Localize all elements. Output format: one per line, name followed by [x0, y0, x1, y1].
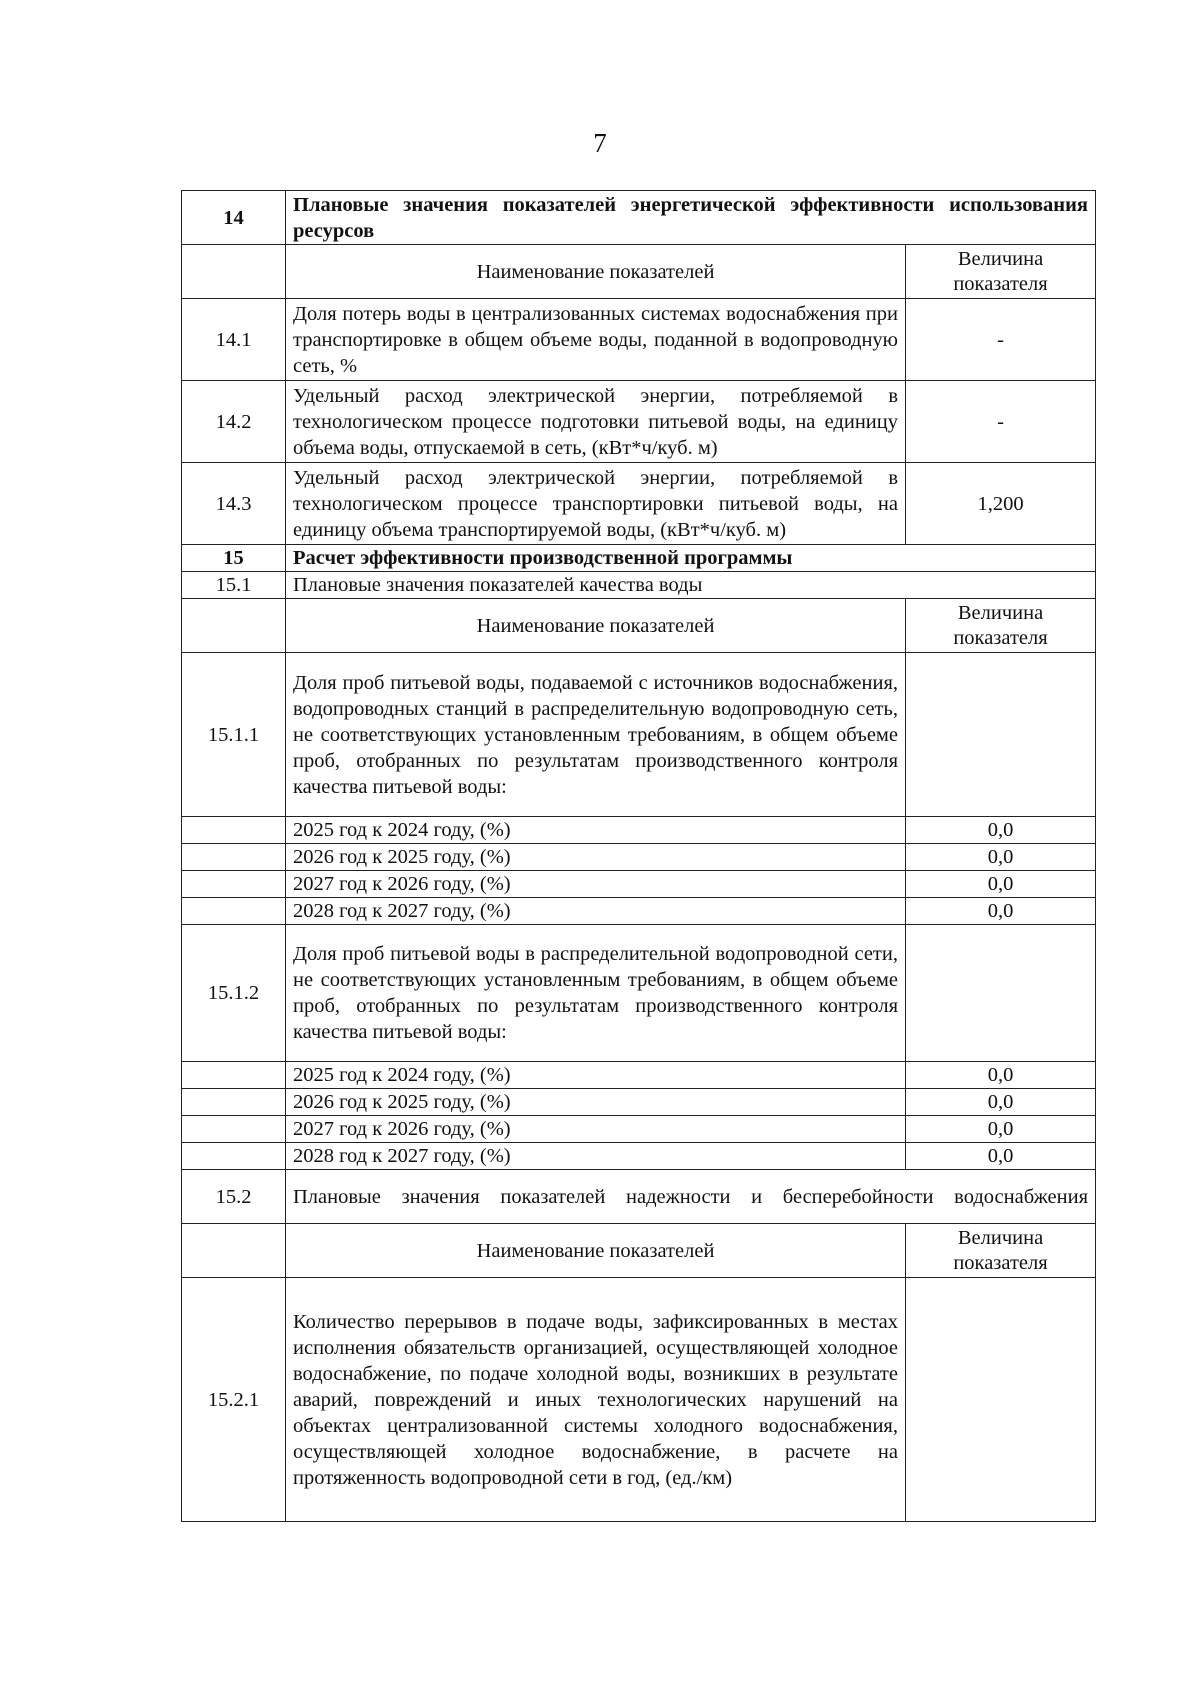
row-number: 14.1	[182, 299, 286, 381]
year-row	[182, 898, 1096, 925]
year-row	[182, 871, 1096, 898]
empty-cell	[182, 898, 286, 925]
row-description: Удельный расход электрической энергии, потребляемой в технологическом процессе подготовки питьевой воды, на единицу объема воды, отпускаемой в сеть, (кВт*ч/куб. м)	[286, 381, 906, 463]
year-label: 2026 год к 2025 году, (%)	[286, 1089, 906, 1116]
year-value: 0,0	[906, 844, 1096, 871]
year-label: 2027 год к 2026 году, (%)	[286, 871, 906, 898]
header-value: Величина показателя	[906, 599, 1096, 653]
section-title: Расчет эффективности производственной программы	[286, 545, 1096, 572]
indicators-table	[181, 190, 1096, 1522]
section-number: 15	[182, 545, 286, 572]
subsection-title: Плановые значения показателей качества воды	[286, 572, 1096, 599]
year-label: 2028 год к 2027 году, (%)	[286, 1143, 906, 1170]
year-row	[182, 844, 1096, 871]
year-row	[182, 817, 1096, 844]
subsection-number: 15.1	[182, 572, 286, 599]
empty-cell	[182, 817, 286, 844]
empty-cell	[182, 871, 286, 898]
empty-cell	[182, 599, 286, 653]
year-label: 2028 год к 2027 году, (%)	[286, 898, 906, 925]
year-row	[182, 1143, 1096, 1170]
year-value: 0,0	[906, 1062, 1096, 1089]
page-number: 7	[593, 128, 607, 158]
row-description: Количество перерывов в подаче воды, зафиксированных в местах исполнения обязательств организацией, осуществляющей холодное водоснабжение, по подаче холодной воды, возникших в результате аварий, повреждений и иных технологических нарушений на объектах централизованной системы холодного водоснабжения, осуществляющей холодное водоснабжение, в расчете на протяженность водопроводной сети в год, (ед./км)	[286, 1278, 906, 1522]
row-number: 15.1.1	[182, 653, 286, 817]
row-value	[906, 653, 1096, 817]
year-value: 0,0	[906, 1143, 1096, 1170]
year-label: 2025 год к 2024 году, (%)	[286, 817, 906, 844]
header-name: Наименование показателей	[286, 599, 906, 653]
subsection-number: 15.2	[182, 1170, 286, 1224]
row-value	[906, 1278, 1096, 1522]
year-row	[182, 1116, 1096, 1143]
subsection-15-1-row	[182, 572, 1096, 599]
year-row	[182, 1089, 1096, 1116]
header-row	[182, 599, 1096, 653]
table-row	[182, 925, 1096, 1062]
section-number: 14	[182, 191, 286, 245]
row-value: -	[906, 381, 1096, 463]
year-value: 0,0	[906, 1116, 1096, 1143]
row-value: 1,200	[906, 463, 1096, 545]
header-row	[182, 245, 1096, 299]
subsection-title: Плановые значения показателей надежности и бесперебойности водоснабжения	[286, 1170, 1096, 1224]
row-description: Удельный расход электрической энергии, потребляемой в технологическом процессе транспортировки питьевой воды, на единицу объема транспортируемой воды, (кВт*ч/куб. м)	[286, 463, 906, 545]
section-15-row	[182, 545, 1096, 572]
table-row	[182, 653, 1096, 817]
year-value: 0,0	[906, 871, 1096, 898]
header-value: Величина показателя	[906, 245, 1096, 299]
year-value: 0,0	[906, 817, 1096, 844]
year-value: 0,0	[906, 898, 1096, 925]
table-row	[182, 1278, 1096, 1522]
header-name: Наименование показателей	[286, 1224, 906, 1278]
row-number: 14.3	[182, 463, 286, 545]
row-description: Доля потерь воды в централизованных системах водоснабжения при транспортировке в общем объеме воды, поданной в водопроводную сеть, %	[286, 299, 906, 381]
row-number: 15.1.2	[182, 925, 286, 1062]
empty-cell	[182, 1089, 286, 1116]
empty-cell	[182, 1143, 286, 1170]
year-row	[182, 1062, 1096, 1089]
row-description: Доля проб питьевой воды, подаваемой с источников водоснабжения, водопроводных станций в распределительную водопроводную сеть, не соответствующих установленным требованиям, в общем объеме проб, отобранных по результатам производственного контроля качества питьевой воды:	[286, 653, 906, 817]
empty-cell	[182, 1224, 286, 1278]
table-row	[182, 463, 1096, 545]
row-number: 15.2.1	[182, 1278, 286, 1522]
year-label: 2026 год к 2025 году, (%)	[286, 844, 906, 871]
section-title: Плановые значения показателей энергетической эффективности использования ресурсов	[286, 191, 1096, 245]
empty-cell	[182, 1116, 286, 1143]
year-value: 0,0	[906, 1089, 1096, 1116]
header-value: Величина показателя	[906, 1224, 1096, 1278]
year-label: 2027 год к 2026 году, (%)	[286, 1116, 906, 1143]
section-14-row	[182, 191, 1096, 245]
table-row	[182, 381, 1096, 463]
year-label: 2025 год к 2024 году, (%)	[286, 1062, 906, 1089]
empty-cell	[182, 844, 286, 871]
row-value	[906, 925, 1096, 1062]
header-name: Наименование показателей	[286, 245, 906, 299]
empty-cell	[182, 1062, 286, 1089]
row-value: -	[906, 299, 1096, 381]
row-number: 14.2	[182, 381, 286, 463]
empty-cell	[182, 245, 286, 299]
subsection-15-2-row	[182, 1170, 1096, 1224]
header-row	[182, 1224, 1096, 1278]
table-row	[182, 299, 1096, 381]
row-description: Доля проб питьевой воды в распределительной водопроводной сети, не соответствующих установленным требованиям, в общем объеме проб, отобранных по результатам производственного контроля качества питьевой воды:	[286, 925, 906, 1062]
